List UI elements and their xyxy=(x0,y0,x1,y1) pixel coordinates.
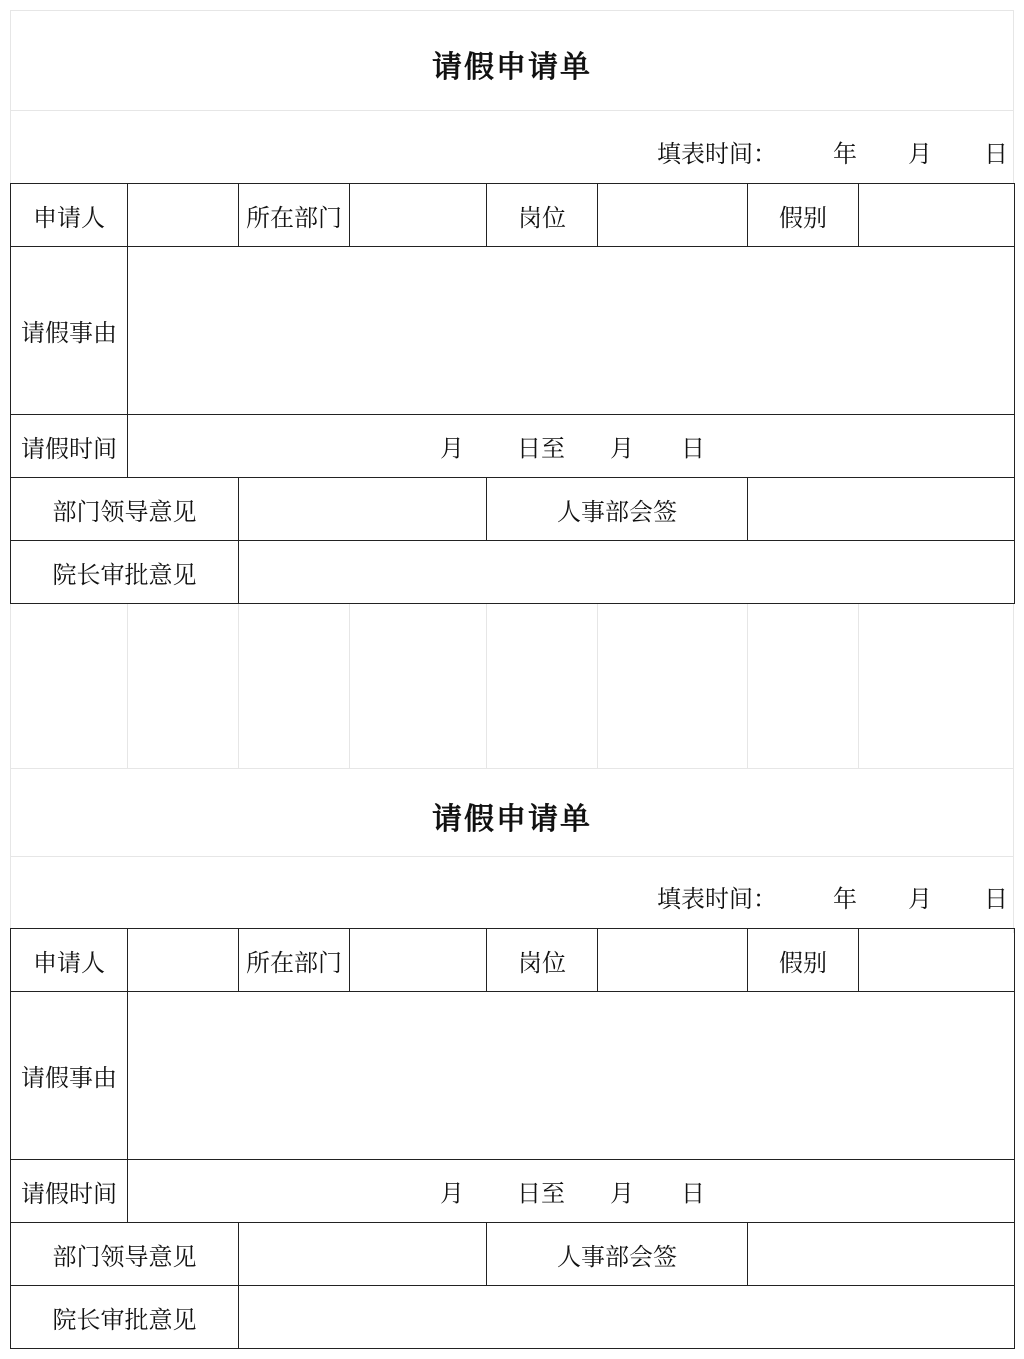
department-field[interactable] xyxy=(350,929,487,992)
period-field[interactable] xyxy=(128,1160,1015,1223)
period-month-2: 月 xyxy=(610,1179,634,1208)
department-label: 所在部门 xyxy=(239,184,350,247)
president-approval-label: 院长审批意见 xyxy=(11,1286,239,1349)
period-field[interactable] xyxy=(128,415,1015,478)
fill-time-label: 填表时间： xyxy=(657,885,777,913)
leave-table xyxy=(10,183,1015,604)
leave-type-label: 假别 xyxy=(748,929,859,992)
hr-countersign-label: 人事部会签 xyxy=(487,478,748,541)
applicant-field[interactable] xyxy=(128,929,239,992)
reason-field[interactable] xyxy=(128,247,1015,415)
dept-leader-opinion-field[interactable] xyxy=(239,1223,487,1286)
fill-time-day: 日 xyxy=(984,885,1008,913)
period-day-2: 日 xyxy=(681,1179,705,1208)
department-label: 所在部门 xyxy=(239,929,350,992)
applicant-label: 申请人 xyxy=(11,184,128,247)
fill-time-line xyxy=(10,879,1014,913)
period-label: 请假时间 xyxy=(11,1160,128,1223)
fill-time-label: 填表时间： xyxy=(657,140,777,168)
form-title: 请假申请单 xyxy=(432,50,592,85)
position-label: 岗位 xyxy=(487,184,598,247)
applicant-field[interactable] xyxy=(128,184,239,247)
hr-countersign-field[interactable] xyxy=(748,1223,1015,1286)
leave-type-field[interactable] xyxy=(859,929,1015,992)
reason-label: 请假事由 xyxy=(11,992,128,1160)
period-day-to: 日至 xyxy=(517,1179,565,1208)
leave-type-field[interactable] xyxy=(859,184,1015,247)
dept-leader-opinion-label: 部门领导意见 xyxy=(11,1223,239,1286)
president-approval-label: 院长审批意见 xyxy=(11,541,239,604)
period-month-1: 月 xyxy=(440,434,464,463)
period-month-1: 月 xyxy=(440,1179,464,1208)
dept-leader-opinion-label: 部门领导意见 xyxy=(11,478,239,541)
president-approval-field[interactable] xyxy=(239,541,1015,604)
hr-countersign-field[interactable] xyxy=(748,478,1015,541)
fill-time-day: 日 xyxy=(984,140,1008,168)
hr-countersign-label: 人事部会签 xyxy=(487,1223,748,1286)
position-field[interactable] xyxy=(598,184,748,247)
leave-type-label: 假别 xyxy=(748,184,859,247)
period-label: 请假时间 xyxy=(11,415,128,478)
fill-time-month: 月 xyxy=(908,885,932,913)
position-field[interactable] xyxy=(598,929,748,992)
department-field[interactable] xyxy=(350,184,487,247)
period-month-2: 月 xyxy=(610,434,634,463)
fill-time-line xyxy=(10,134,1014,168)
fill-time-year: 年 xyxy=(833,885,857,913)
period-day-2: 日 xyxy=(681,434,705,463)
period-day-to: 日至 xyxy=(517,434,565,463)
position-label: 岗位 xyxy=(487,929,598,992)
president-approval-field[interactable] xyxy=(239,1286,1015,1349)
dept-leader-opinion-field[interactable] xyxy=(239,478,487,541)
applicant-label: 申请人 xyxy=(11,929,128,992)
form-title: 请假申请单 xyxy=(432,802,592,837)
reason-field[interactable] xyxy=(128,992,1015,1160)
spreadsheet-sheet xyxy=(10,10,1014,1350)
leave-table xyxy=(10,928,1015,1349)
reason-label: 请假事由 xyxy=(11,247,128,415)
fill-time-month: 月 xyxy=(908,140,932,168)
fill-time-year: 年 xyxy=(833,140,857,168)
